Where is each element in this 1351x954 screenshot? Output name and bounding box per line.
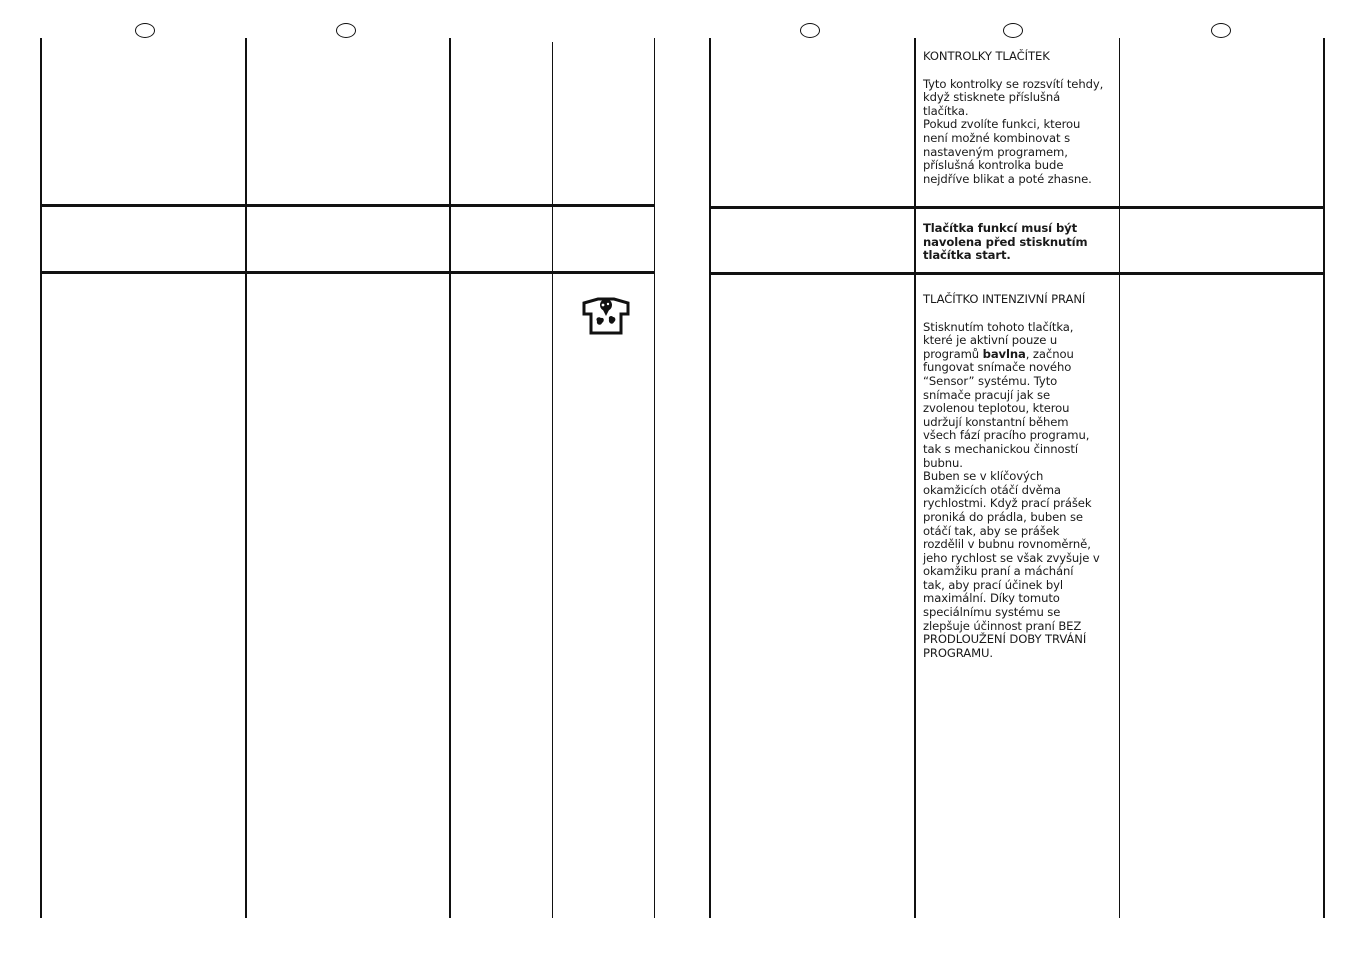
- text-line: není možné kombinovat s: [923, 130, 1071, 145]
- text-segment: programů: [923, 346, 983, 361]
- text-line: tlačítka.: [923, 103, 969, 118]
- text-line: maximální. Díky tomuto: [923, 591, 1060, 606]
- text-line: [923, 348, 1115, 362]
- text-line: PROGRAMU.: [923, 645, 993, 660]
- column-divider: [1323, 38, 1325, 918]
- text-line: bubnu.: [923, 455, 963, 470]
- text-line: speciálnímu systému se: [923, 605, 1061, 620]
- indicator-lights-section: [923, 50, 1115, 186]
- text-line: zvolenou teplotou, kterou: [923, 401, 1070, 416]
- text-line: Stisknutím tohoto tlačítka,: [923, 319, 1074, 334]
- row-divider: [41, 271, 655, 274]
- text-line: tak, aby prací účinek byl: [923, 577, 1064, 592]
- text-line: příslušná kontrolka bude: [923, 158, 1064, 173]
- text-line: když stisknete příslušná: [923, 90, 1061, 105]
- text-line: rychlostmi. Když prací prášek: [923, 496, 1092, 511]
- note-line: navolena před stisknutím: [923, 234, 1088, 249]
- section-heading: TLAČÍTKO INTENZIVNÍ PRANÍ: [923, 292, 1086, 306]
- text-line: které je aktivní pouze u: [923, 333, 1058, 348]
- language-marker-circle: [336, 23, 356, 38]
- text-line: tak s mechanickou činností: [923, 441, 1078, 456]
- text-line: nastaveným programem,: [923, 144, 1068, 159]
- text-line: okamžiku praní a máchání: [923, 564, 1074, 579]
- column-divider: [40, 38, 42, 918]
- row-divider: [710, 272, 1324, 275]
- text-line: otáčí tak, aby se prášek: [923, 523, 1060, 538]
- language-marker-circle: [1211, 23, 1231, 38]
- intensive-wash-section: [923, 293, 1115, 660]
- column-divider: [552, 42, 553, 918]
- row-divider: [41, 204, 655, 207]
- language-marker-circle: [1003, 23, 1023, 38]
- section-heading: KONTROLKY TLAČÍTEK: [923, 49, 1050, 63]
- text-line: zlepšuje účinnost praní BEZ: [923, 618, 1082, 633]
- text-line: Tyto kontrolky se rozsvítí tehdy,: [923, 76, 1104, 91]
- text-line: snímače pracují jak se: [923, 387, 1050, 402]
- text-line: udržují konstantní během: [923, 414, 1069, 429]
- text-line: všech fází pracího programu,: [923, 428, 1090, 443]
- column-divider: [449, 38, 451, 918]
- language-marker-circle: [135, 23, 155, 38]
- text-line: proniká do prádla, buben se: [923, 509, 1083, 524]
- text-segment: , začnou: [1025, 346, 1074, 361]
- column-divider: [245, 38, 247, 918]
- text-line: jeho rychlost se však zvyšuje v: [923, 550, 1100, 565]
- column-divider: [709, 38, 711, 918]
- column-divider: [1119, 38, 1120, 918]
- stained-shirt-icon: [581, 296, 631, 336]
- row-divider: [710, 206, 1324, 209]
- text-line: PRODLOUŽENÍ DOBY TRVÁNÍ: [923, 632, 1087, 647]
- function-buttons-note: [923, 222, 1115, 263]
- column-divider: [914, 38, 916, 918]
- column-divider: [654, 38, 655, 918]
- program-name-emphasis: bavlna: [982, 346, 1026, 361]
- text-line: Buben se v klíčových: [923, 469, 1044, 484]
- note-line: Tlačítka funkcí musí být: [923, 221, 1078, 235]
- text-line: Pokud zvolíte funkci, kterou: [923, 117, 1081, 132]
- text-line: nejdříve blikat a poté zhasne.: [923, 171, 1092, 186]
- text-line: fungovat snímače nového: [923, 360, 1072, 375]
- text-line: okamžicích otáčí dvěma: [923, 482, 1061, 497]
- note-line: tlačítka start.: [923, 248, 1011, 263]
- text-line: rozdělil v bubnu rovnoměrně,: [923, 537, 1091, 552]
- text-line: “Sensor” systému. Tyto: [923, 373, 1058, 388]
- language-marker-circle: [800, 23, 820, 38]
